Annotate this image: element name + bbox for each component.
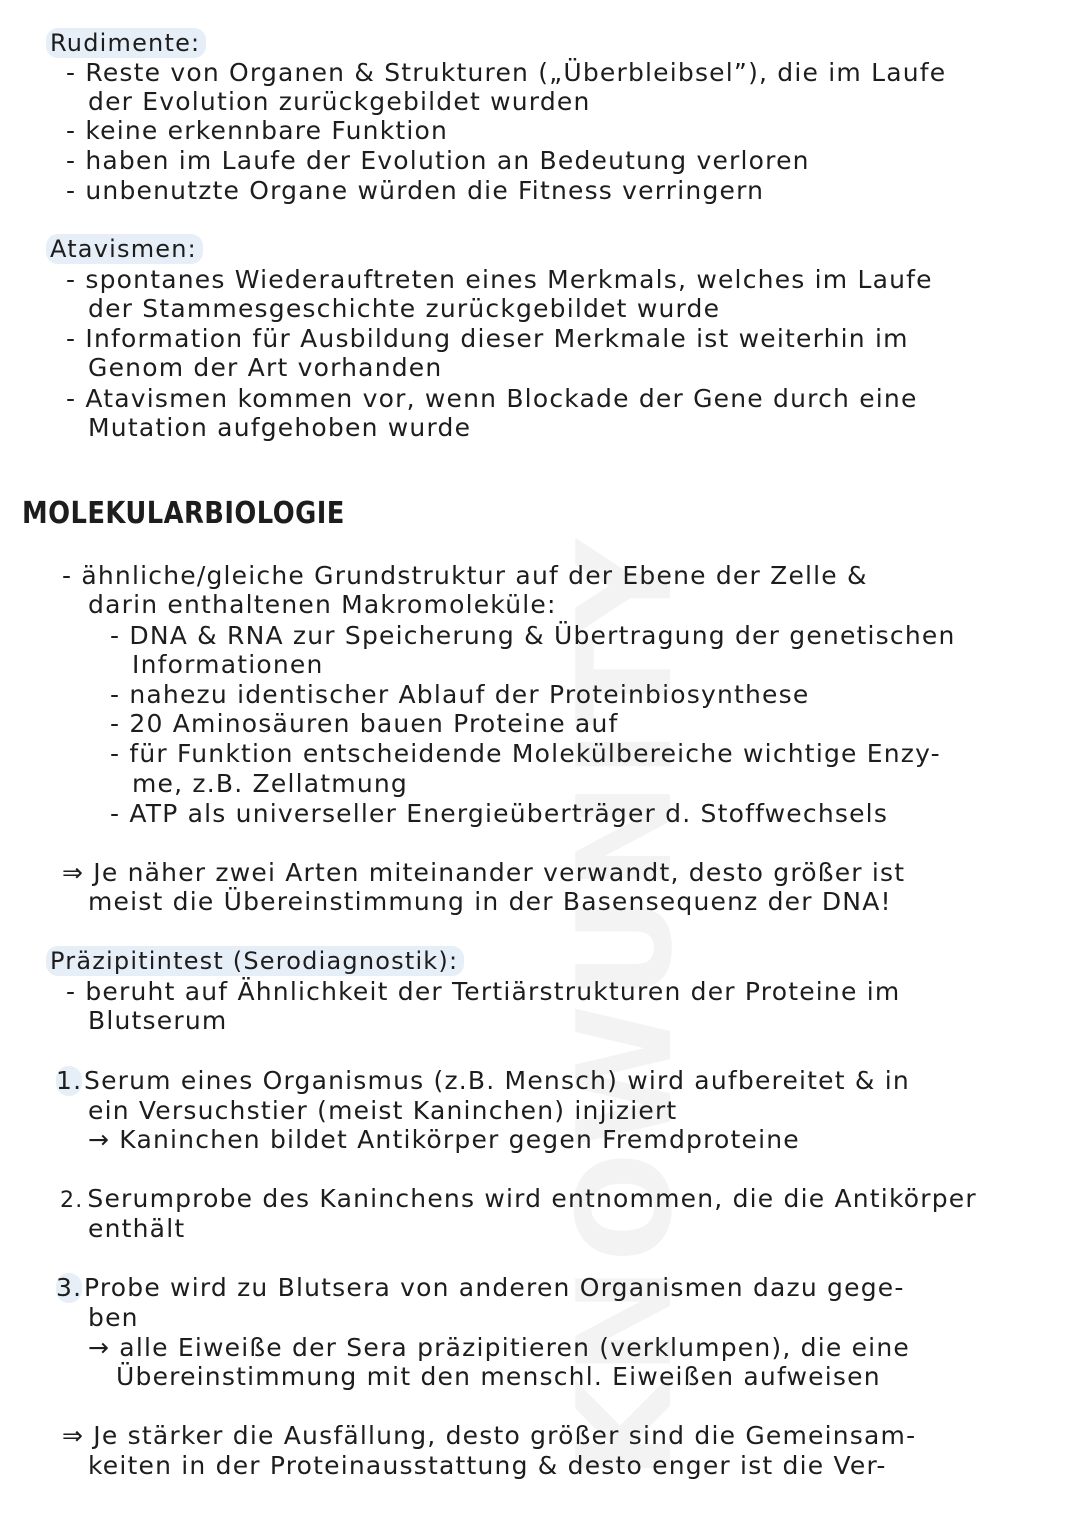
step-line: Serumprobe des Kaninchens wird entnommen, die die Antikörper <box>87 1184 977 1213</box>
atavismen-line: - spontanes Wiederauftreten eines Merkmals, welches im Laufe <box>66 265 933 294</box>
praezipitin-desc-line: Blutserum <box>88 1006 228 1035</box>
atavismen-line: Mutation aufgehoben wurde <box>88 413 472 442</box>
rudimente-heading: Rudimente: <box>46 28 206 58</box>
step-line: Übereinstimmung mit den menschl. Eiweißen aufweisen <box>116 1362 881 1391</box>
atavismen-line: der Stammesgeschichte zurückgebildet wurde <box>88 294 721 323</box>
molekular-conclusion-line: ⇒ Je näher zwei Arten miteinander verwandt, desto größer ist <box>62 858 906 887</box>
praezipitin-conclusion-line: keiten in der Proteinausstattung & desto enger ist die Ver- <box>88 1451 887 1480</box>
step-line: Serum eines Organismus (z.B. Mensch) wird aufbereitet & in <box>84 1066 910 1095</box>
molekular-conclusion-line: meist die Übereinstimmung in der Basensequenz der DNA! <box>88 887 892 916</box>
atavismen-line: Genom der Art vorhanden <box>88 353 443 382</box>
step-line: → alle Eiweiße der Sera präzipitieren (verklumpen), die eine <box>88 1333 910 1362</box>
molekular-sub-line: - DNA & RNA zur Speicherung & Übertragung der genetischen <box>110 621 956 650</box>
molekular-sub-line: - ATP als universeller Energieüberträger d. Stoffwechsels <box>110 799 889 828</box>
step-line: ben <box>88 1303 139 1332</box>
praezipitin-desc-line: - beruht auf Ähnlichkeit der Tertiärstrukturen der Proteine im <box>66 977 901 1006</box>
molekular-sub-line: me, z.B. Zellatmung <box>132 769 408 798</box>
rudimente-line: - keine erkennbare Funktion <box>66 116 449 145</box>
step-number: 3. <box>56 1273 83 1302</box>
step-number: 2. <box>60 1188 84 1213</box>
rudimente-line: - Reste von Organen & Strukturen („Überbleibsel”), die im Laufe <box>66 58 947 87</box>
atavismen-heading: Atavismen: <box>46 234 203 264</box>
step-line: ein Versuchstier (meist Kaninchen) injiziert <box>88 1096 678 1125</box>
rudimente-line: der Evolution zurückgebildet wurden <box>88 87 591 116</box>
molekular-sub-line: - nahezu identischer Ablauf der Proteinbiosynthese <box>110 680 810 709</box>
step-number: 1. <box>56 1066 83 1095</box>
molekular-intro-line: - ähnliche/gleiche Grundstruktur auf der Ebene der Zelle & <box>62 561 868 590</box>
praezipitin-heading: Präzipitintest (Serodiagnostik): <box>46 946 464 976</box>
atavismen-line: - Atavismen kommen vor, wenn Blockade der Gene durch eine <box>66 384 918 413</box>
section-title: MOLEKULARBIOLOGIE <box>22 496 345 531</box>
molekular-sub-line: - für Funktion entscheidende Molekülbereiche wichtige Enzy- <box>110 739 941 768</box>
molekular-sub-line: Informationen <box>132 650 324 679</box>
step-line: enthält <box>88 1214 186 1243</box>
step-1 <box>56 1066 910 1096</box>
step-line: → Kaninchen bildet Antikörper gegen Fremdproteine <box>88 1125 800 1154</box>
molekular-intro-line: darin enthaltenen Makromoleküle: <box>88 590 557 619</box>
watermark: KNOWUNITY <box>549 535 701 1480</box>
step-3 <box>56 1273 905 1303</box>
step-2 <box>60 1184 977 1216</box>
molekular-sub-line: - 20 Aminosäuren bauen Proteine auf <box>110 709 619 738</box>
rudimente-line: - unbenutzte Organe würden die Fitness verringern <box>66 176 765 205</box>
rudimente-line: - haben im Laufe der Evolution an Bedeutung verloren <box>66 146 810 175</box>
step-line: Probe wird zu Blutsera von anderen Organismen dazu gege- <box>84 1273 905 1302</box>
atavismen-line: - Information für Ausbildung dieser Merkmale ist weiterhin im <box>66 324 909 353</box>
praezipitin-conclusion-line: ⇒ Je stärker die Ausfällung, desto größer sind die Gemeinsam- <box>62 1421 917 1450</box>
